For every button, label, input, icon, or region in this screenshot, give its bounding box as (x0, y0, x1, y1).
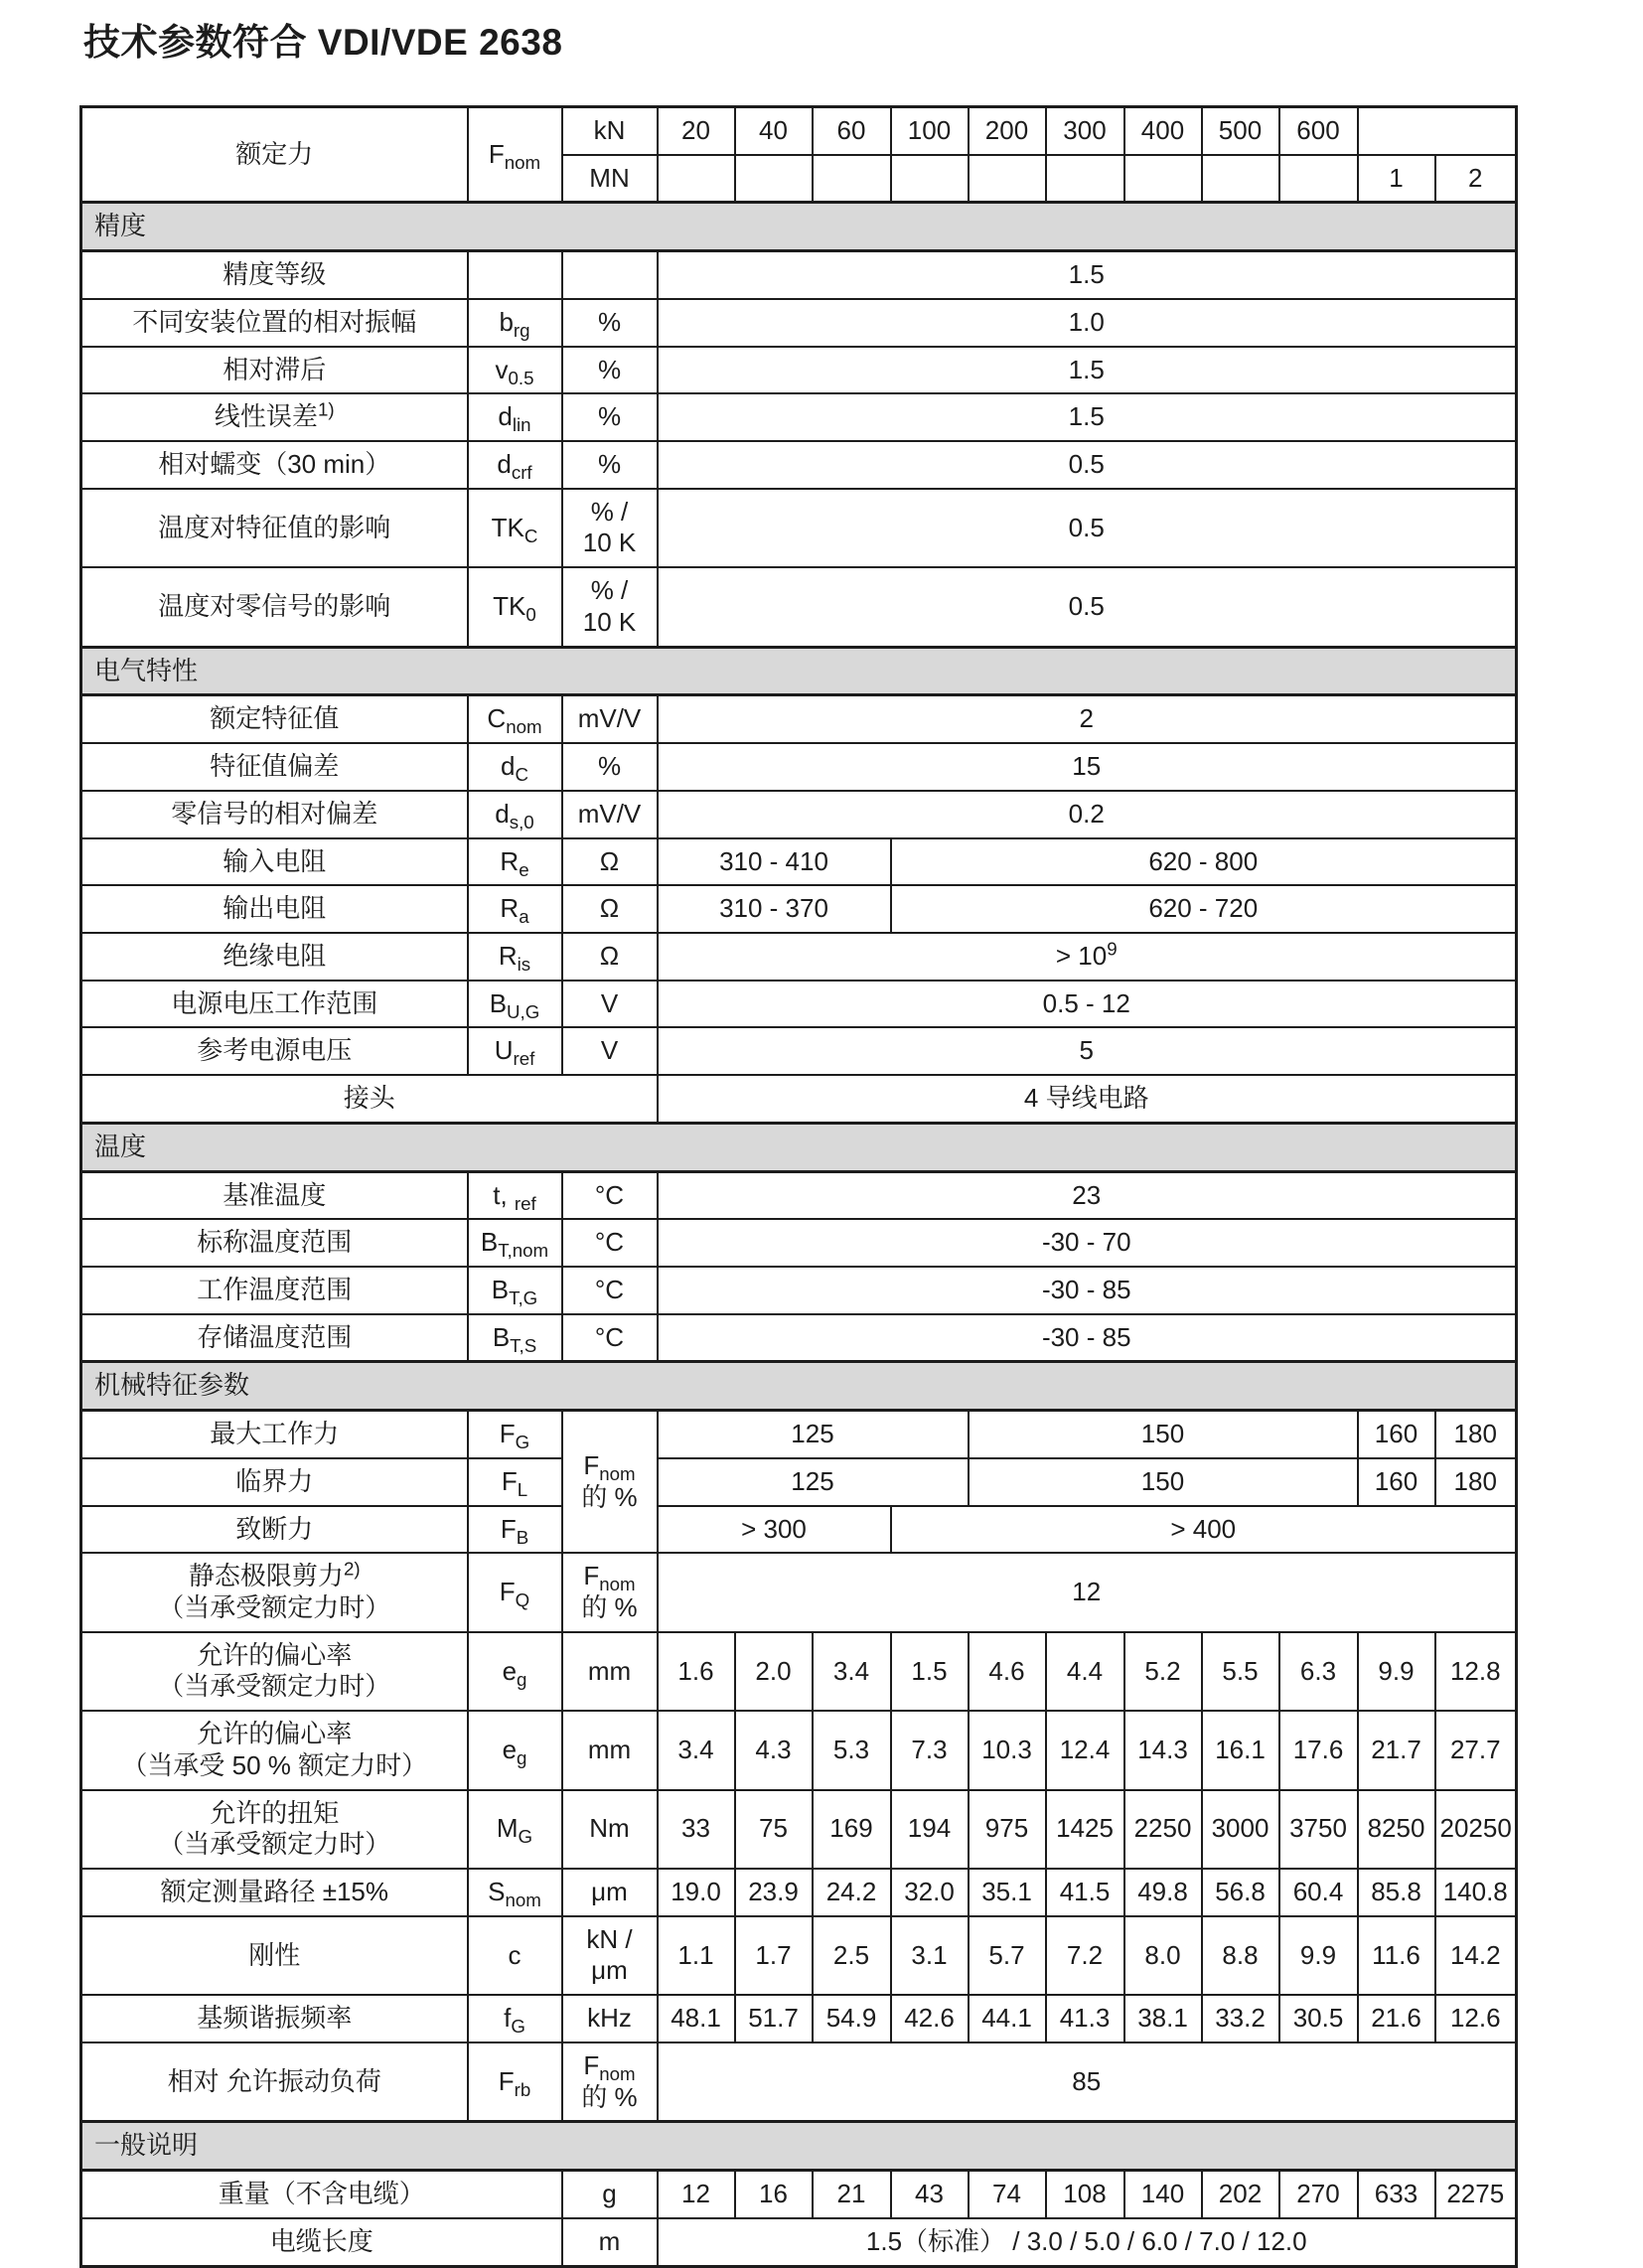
row-symbol: $TK_0$ (468, 567, 562, 647)
value-cell: 60.4 (1279, 1869, 1358, 1916)
row-label: 特征值偏差 (81, 743, 468, 791)
value-cell: 23.9 (735, 1869, 813, 1916)
row-label: 允许的偏心率 （当承受额定力时） (81, 1632, 468, 1711)
row-unit: Ω (562, 933, 658, 981)
table-row (81, 2218, 1517, 2266)
row-symbol: $e_g$ (468, 1632, 562, 1711)
row-unit: % (562, 743, 658, 791)
row-symbol: $R_e$ (468, 838, 562, 886)
value-cell: 15 (658, 743, 1517, 791)
section-title: 温度 (81, 1123, 1517, 1171)
table-row (81, 1995, 1517, 2042)
value-cell: 310 - 410 (658, 838, 891, 886)
table-row (81, 2171, 1517, 2218)
row-symbol: $F_{rb}$ (468, 2042, 562, 2122)
section-header-row (81, 203, 1517, 251)
value-cell: 43 (891, 2171, 969, 2218)
row-label: 重量（不含电缆） (81, 2171, 562, 2218)
value-cell: 16 (735, 2171, 813, 2218)
row-symbol: $F_Q$ (468, 1553, 562, 1631)
table-row (81, 885, 1517, 933)
row-unit: °C (562, 1314, 658, 1362)
value-cell: 5.2 (1124, 1632, 1202, 1711)
table-row (81, 695, 1517, 743)
value-cell: 1.5 (658, 347, 1517, 394)
table-row (81, 489, 1517, 567)
row-unit: % (562, 441, 658, 489)
value-cell: 21.7 (1358, 1711, 1435, 1789)
value-cell: 41.3 (1046, 1995, 1124, 2042)
value-cell: 0.5 (658, 441, 1517, 489)
table-row (81, 347, 1517, 394)
table-row (81, 2042, 1517, 2122)
value-cell: 6.3 (1279, 1632, 1358, 1711)
row-label: 存储温度范围 (81, 1314, 468, 1362)
row-symbol: t, $_{ref}$ (468, 1171, 562, 1219)
value-cell: 4.4 (1046, 1632, 1124, 1711)
value-cell: 633 (1358, 2171, 1435, 2218)
row-unit: % / 10 K (562, 489, 658, 567)
value-cell: 108 (1046, 2171, 1124, 2218)
row-label: 电源电压工作范围 (81, 981, 468, 1028)
value-cell: 19.0 (658, 1869, 735, 1916)
col-header: 2 (1435, 155, 1517, 203)
section-title: 精度 (81, 203, 1517, 251)
row-unit: % (562, 347, 658, 394)
table-row (81, 1411, 1517, 1458)
row-symbol: $e_g$ (468, 1711, 562, 1789)
row-symbol: $d_C$ (468, 743, 562, 791)
row-symbol: c (468, 1916, 562, 1995)
section-header-row (81, 1123, 1517, 1171)
value-cell: 17.6 (1279, 1711, 1358, 1789)
value-cell: 85.8 (1358, 1869, 1435, 1916)
row-symbol: $F_G$ (468, 1411, 562, 1458)
row-unit: mV/V (562, 695, 658, 743)
value-cell: 4.6 (969, 1632, 1046, 1711)
col-header: 600 (1279, 107, 1358, 155)
col-header: 400 (1124, 107, 1202, 155)
table-row (81, 1632, 1517, 1711)
unit-mn: MN (562, 155, 658, 203)
value-cell: 10.3 (969, 1711, 1046, 1789)
row-label: 基准温度 (81, 1171, 468, 1219)
row-symbol: $d_{lin}$ (468, 393, 562, 441)
section-header-row (81, 2122, 1517, 2171)
value-cell: 2 (658, 695, 1517, 743)
row-label: 额定特征值 (81, 695, 468, 743)
value-cell: 0.5 - 12 (658, 981, 1517, 1028)
row-label: 不同安装位置的相对振幅 (81, 299, 468, 347)
row-symbol: $C_{nom}$ (468, 695, 562, 743)
value-cell: 49.8 (1124, 1869, 1202, 1916)
row-label: 参考电源电压 (81, 1027, 468, 1075)
value-cell: 140.8 (1435, 1869, 1517, 1916)
row-unit: Ω (562, 838, 658, 886)
value-cell: 1.1 (658, 1916, 735, 1995)
row-label: 温度对零信号的影响 (81, 567, 468, 647)
row-symbol: $R_{is}$ (468, 933, 562, 981)
section-title: 机械特征参数 (81, 1362, 1517, 1411)
row-unit: m (562, 2218, 658, 2266)
value-cell: 125 (658, 1411, 969, 1458)
row-label: 标称温度范围 (81, 1219, 468, 1267)
table-row (81, 1458, 1517, 1506)
value-cell: 44.1 (969, 1995, 1046, 2042)
row-unit: °C (562, 1171, 658, 1219)
value-cell: 4.3 (735, 1711, 813, 1789)
col-header (1124, 155, 1202, 203)
col-header: 20 (658, 107, 735, 155)
col-header (1358, 107, 1517, 155)
row-symbol: $R_a$ (468, 885, 562, 933)
table-row (81, 299, 1517, 347)
table-row (81, 1869, 1517, 1916)
table-row (81, 1711, 1517, 1789)
row-label: 电缆长度 (81, 2218, 562, 2266)
table-row (81, 1027, 1517, 1075)
col-header (813, 155, 891, 203)
row-unit: V (562, 1027, 658, 1075)
value-cell: 2275 (1435, 2171, 1517, 2218)
table-row (81, 567, 1517, 647)
row-unit: °C (562, 1267, 658, 1314)
row-symbol: $M_G$ (468, 1790, 562, 1869)
rated-force-label: 额定力 (81, 107, 468, 203)
page-title: 技术参数符合 VDI/VDE 2638 (83, 22, 563, 63)
row-label: 线性误差$^{1)}$ (81, 393, 468, 441)
value-cell: 140 (1124, 2171, 1202, 2218)
table-row (81, 1506, 1517, 1554)
row-unit: % (562, 299, 658, 347)
col-header (735, 155, 813, 203)
value-cell: 5 (658, 1027, 1517, 1075)
value-cell: 5.5 (1202, 1632, 1279, 1711)
value-cell: 310 - 370 (658, 885, 891, 933)
value-cell: -30 - 85 (658, 1314, 1517, 1362)
table-row (81, 981, 1517, 1028)
value-cell: 9.9 (1279, 1916, 1358, 1995)
value-cell: 270 (1279, 2171, 1358, 2218)
row-unit: kN / μm (562, 1916, 658, 1995)
value-cell: 35.1 (969, 1869, 1046, 1916)
section-title: 一般说明 (81, 2122, 1517, 2171)
value-cell: 56.8 (1202, 1869, 1279, 1916)
value-cell: 11.6 (1358, 1916, 1435, 1995)
value-cell: 125 (658, 1458, 969, 1506)
value-cell: 23 (658, 1171, 1517, 1219)
row-unit: Nm (562, 1790, 658, 1869)
row-unit: $F_{nom}$ 的 % (562, 2042, 658, 2122)
row-unit: V (562, 981, 658, 1028)
value-cell: 150 (969, 1411, 1358, 1458)
value-cell: 620 - 800 (891, 838, 1517, 886)
row-symbol: $d_{crf}$ (468, 441, 562, 489)
table-row (81, 791, 1517, 838)
row-label: 相对滞后 (81, 347, 468, 394)
value-cell: 9.9 (1358, 1632, 1435, 1711)
row-label: 相对 允许振动负荷 (81, 2042, 468, 2122)
value-cell: 12.6 (1435, 1995, 1517, 2042)
table-row (81, 1075, 1517, 1123)
value-cell: 0.2 (658, 791, 1517, 838)
value-cell: 975 (969, 1790, 1046, 1869)
table-row (81, 1219, 1517, 1267)
value-cell: 21 (813, 2171, 891, 2218)
row-unit: °C (562, 1219, 658, 1267)
value-cell: 180 (1435, 1458, 1517, 1506)
value-cell: 3.1 (891, 1916, 969, 1995)
value-cell: 33.2 (1202, 1995, 1279, 2042)
row-label: 接头 (81, 1075, 658, 1123)
value-cell: 1.5（标准） / 3.0 / 5.0 / 6.0 / 7.0 / 12.0 (658, 2218, 1517, 2266)
row-unit: kHz (562, 1995, 658, 2042)
col-header: 60 (813, 107, 891, 155)
value-cell: > $10^9$ (658, 933, 1517, 981)
table-row (81, 933, 1517, 981)
col-header (658, 155, 735, 203)
row-symbol: $B_{T,nom}$ (468, 1219, 562, 1267)
row-label: 基频谐振频率 (81, 1995, 468, 2042)
value-cell: 180 (1435, 1411, 1517, 1458)
section-header-row (81, 1362, 1517, 1411)
row-label: 零信号的相对偏差 (81, 791, 468, 838)
value-cell: 1.5 (891, 1632, 969, 1711)
value-cell: 3.4 (813, 1632, 891, 1711)
value-cell: 42.6 (891, 1995, 969, 2042)
value-cell: 7.3 (891, 1711, 969, 1789)
col-header: 500 (1202, 107, 1279, 155)
row-symbol: $b_{rg}$ (468, 299, 562, 347)
row-unit: % (562, 393, 658, 441)
value-cell: 2250 (1124, 1790, 1202, 1869)
table-row (81, 1314, 1517, 1362)
value-cell: 1.5 (658, 393, 1517, 441)
row-label: 输出电阻 (81, 885, 468, 933)
row-symbol: $S_{nom}$ (468, 1869, 562, 1916)
row-label: 相对蠕变（30 min） (81, 441, 468, 489)
value-cell: 1.5 (658, 251, 1517, 299)
row-label: 输入电阻 (81, 838, 468, 886)
value-cell: 48.1 (658, 1995, 735, 2042)
value-cell: 2.5 (813, 1916, 891, 1995)
row-label: 温度对特征值的影响 (81, 489, 468, 567)
value-cell: 0.5 (658, 567, 1517, 647)
row-label: 工作温度范围 (81, 1267, 468, 1314)
col-header: 200 (969, 107, 1046, 155)
row-symbol: $v_{0.5}$ (468, 347, 562, 394)
value-cell: 85 (658, 2042, 1517, 2122)
row-symbol: $B_{T,G}$ (468, 1267, 562, 1314)
row-unit: g (562, 2171, 658, 2218)
value-cell: 30.5 (1279, 1995, 1358, 2042)
table-row (81, 743, 1517, 791)
row-symbol: $d_{s,0}$ (468, 791, 562, 838)
value-cell: 3.4 (658, 1711, 735, 1789)
value-cell: 12 (658, 2171, 735, 2218)
value-cell: 0.5 (658, 489, 1517, 567)
row-unit: mm (562, 1711, 658, 1789)
col-header: 100 (891, 107, 969, 155)
col-header (1202, 155, 1279, 203)
value-cell: 202 (1202, 2171, 1279, 2218)
row-label: 临界力 (81, 1458, 468, 1506)
value-cell: 160 (1358, 1411, 1435, 1458)
value-cell: 74 (969, 2171, 1046, 2218)
table-row (81, 1267, 1517, 1314)
table-row (81, 441, 1517, 489)
value-cell: 24.2 (813, 1869, 891, 1916)
row-unit: Ω (562, 885, 658, 933)
value-cell: 1.7 (735, 1916, 813, 1995)
value-cell: 27.7 (1435, 1711, 1517, 1789)
section-title: 电气特性 (81, 647, 1517, 695)
row-symbol: $F_B$ (468, 1506, 562, 1554)
row-symbol: $TK_C$ (468, 489, 562, 567)
section-header-row (81, 647, 1517, 695)
specs-table-body (81, 107, 1517, 2267)
col-header (1046, 155, 1124, 203)
row-unit: mV/V (562, 791, 658, 838)
table-row (81, 838, 1517, 886)
header-row-kn (81, 107, 1517, 155)
value-cell: 2.0 (735, 1632, 813, 1711)
table-row (81, 1790, 1517, 1869)
value-cell: 32.0 (891, 1869, 969, 1916)
row-symbol: $B_{U,G}$ (468, 981, 562, 1028)
value-cell: 3000 (1202, 1790, 1279, 1869)
value-cell: 75 (735, 1790, 813, 1869)
value-cell: > 300 (658, 1506, 891, 1554)
value-cell: 1425 (1046, 1790, 1124, 1869)
value-cell: 33 (658, 1790, 735, 1869)
row-symbol (468, 251, 562, 299)
rated-force-symbol: $F_{nom}$ (468, 107, 562, 203)
row-label: 致断力 (81, 1506, 468, 1554)
table-row (81, 393, 1517, 441)
value-cell: -30 - 85 (658, 1267, 1517, 1314)
value-cell: 7.2 (1046, 1916, 1124, 1995)
value-cell: 160 (1358, 1458, 1435, 1506)
row-unit: $F_{nom}$ 的 % (562, 1411, 658, 1554)
row-unit: mm (562, 1632, 658, 1711)
value-cell: 38.1 (1124, 1995, 1202, 2042)
value-cell: 620 - 720 (891, 885, 1517, 933)
value-cell: 1.0 (658, 299, 1517, 347)
row-label: 精度等级 (81, 251, 468, 299)
value-cell: 194 (891, 1790, 969, 1869)
value-cell: 12.4 (1046, 1711, 1124, 1789)
unit-kn: kN (562, 107, 658, 155)
col-header (1279, 155, 1358, 203)
row-label: 额定测量路径 ±15% (81, 1869, 468, 1916)
row-label: 绝缘电阻 (81, 933, 468, 981)
value-cell: 8250 (1358, 1790, 1435, 1869)
value-cell: 14.3 (1124, 1711, 1202, 1789)
row-symbol: $F_L$ (468, 1458, 562, 1506)
row-symbol: $U_{ref}$ (468, 1027, 562, 1075)
value-cell: 1.6 (658, 1632, 735, 1711)
value-cell: 21.6 (1358, 1995, 1435, 2042)
table-row (81, 1553, 1517, 1631)
value-cell: 14.2 (1435, 1916, 1517, 1995)
value-cell: -30 - 70 (658, 1219, 1517, 1267)
value-cell: 4 导线电路 (658, 1075, 1517, 1123)
value-cell: 12.8 (1435, 1632, 1517, 1711)
row-symbol: $B_{T,S}$ (468, 1314, 562, 1362)
row-label: 静态极限剪力$^{2)}$ （当承受额定力时） (81, 1553, 468, 1631)
row-label: 最大工作力 (81, 1411, 468, 1458)
table-row (81, 251, 1517, 299)
col-header: 40 (735, 107, 813, 155)
table-row (81, 1916, 1517, 1995)
row-label: 刚性 (81, 1916, 468, 1995)
row-unit: % / 10 K (562, 567, 658, 647)
col-header: 300 (1046, 107, 1124, 155)
col-header (969, 155, 1046, 203)
row-label: 允许的扭矩 （当承受额定力时） (81, 1790, 468, 1869)
value-cell: 12 (658, 1553, 1517, 1631)
value-cell: > 400 (891, 1506, 1517, 1554)
value-cell: 8.8 (1202, 1916, 1279, 1995)
value-cell: 169 (813, 1790, 891, 1869)
specs-table (79, 105, 1518, 2268)
row-symbol: $f_G$ (468, 1995, 562, 2042)
value-cell: 16.1 (1202, 1711, 1279, 1789)
row-unit (562, 251, 658, 299)
col-header (891, 155, 969, 203)
row-unit: μm (562, 1869, 658, 1916)
row-unit: $F_{nom}$ 的 % (562, 1553, 658, 1631)
value-cell: 51.7 (735, 1995, 813, 2042)
table-row (81, 1171, 1517, 1219)
col-header: 1 (1358, 155, 1435, 203)
row-label: 允许的偏心率 （当承受 50 % 额定力时） (81, 1711, 468, 1789)
value-cell: 8.0 (1124, 1916, 1202, 1995)
value-cell: 150 (969, 1458, 1358, 1506)
value-cell: 3750 (1279, 1790, 1358, 1869)
value-cell: 41.5 (1046, 1869, 1124, 1916)
value-cell: 5.7 (969, 1916, 1046, 1995)
value-cell: 20250 (1435, 1790, 1517, 1869)
value-cell: 5.3 (813, 1711, 891, 1789)
value-cell: 54.9 (813, 1995, 891, 2042)
